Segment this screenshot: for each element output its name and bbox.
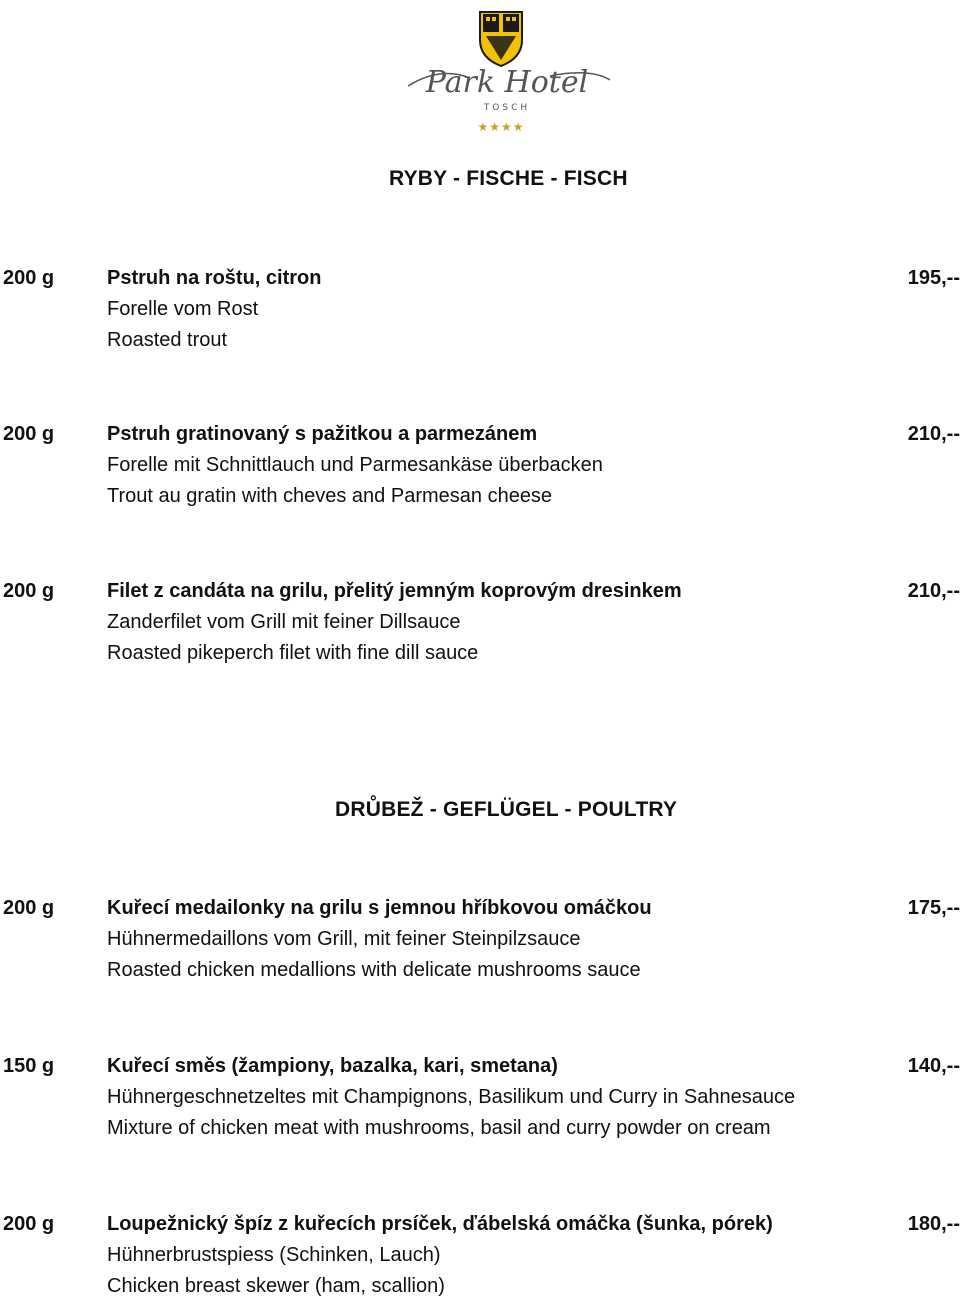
item-name-cz: Kuřecí medailonky na grilu s jemnou hříbkovou omáčkou xyxy=(107,897,652,919)
item-name-cz: Kuřecí směs (žampiony, bazalka, kari, smetana) xyxy=(107,1055,558,1077)
logo-brand-sub: TOSCH xyxy=(483,103,531,113)
menu-item xyxy=(0,1051,960,1151)
item-weight: 200 g xyxy=(3,1213,55,1235)
item-name-en: Roasted chicken medallions with delicate mushrooms sauce xyxy=(107,959,641,981)
menu-item xyxy=(0,263,960,363)
section-title-fish: RYBY - FISCHE - FISCH xyxy=(389,167,628,190)
item-names xyxy=(107,893,887,986)
item-weight: 200 g xyxy=(3,580,55,602)
item-name-de: Hühnergeschnetzeltes mit Champignons, Basilikum und Curry in Sahnesauce xyxy=(107,1086,796,1108)
item-name-en: Chicken breast skewer (ham, scallion) xyxy=(107,1275,445,1297)
item-price: 180,-- xyxy=(907,1213,960,1235)
park-hotel-logo-graphic xyxy=(400,6,615,138)
menu-item xyxy=(0,893,960,993)
item-name-cz: Pstruh na roštu, citron xyxy=(107,267,322,289)
item-name-en: Roasted trout xyxy=(107,329,228,351)
item-names xyxy=(107,576,887,669)
item-price: 175,-- xyxy=(907,897,960,919)
menu-item xyxy=(0,576,960,676)
item-names xyxy=(107,1209,887,1302)
item-price: 140,-- xyxy=(907,1055,960,1077)
item-weight: 150 g xyxy=(3,1055,55,1077)
item-weight: 200 g xyxy=(3,897,55,919)
item-name-cz: Pstruh gratinovaný s pažitkou a parmezánem xyxy=(107,423,538,445)
item-name-cz: Loupežnický špíz z kuřecích prsíček, ďábelská omáčka (šunka, pórek) xyxy=(107,1213,773,1235)
hotel-logo xyxy=(400,6,615,138)
item-name-de: Forelle mit Schnittlauch und Parmesankäse überbacken xyxy=(107,454,603,476)
logo-brand-script: Park Hotel xyxy=(425,65,589,100)
menu-item xyxy=(0,1209,960,1309)
item-price: 195,-- xyxy=(907,267,960,289)
logo-stars: ★★★★ xyxy=(477,120,525,134)
item-names xyxy=(107,263,887,356)
section-title-poultry: DRŮBEŽ - GEFLÜGEL - POULTRY xyxy=(335,798,678,821)
item-name-de: Hühnermedaillons vom Grill, mit feiner Steinpilzsauce xyxy=(107,928,581,950)
item-name-de: Hühnerbrustspiess (Schinken, Lauch) xyxy=(107,1244,441,1266)
item-weight: 200 g xyxy=(3,423,55,445)
item-names xyxy=(107,1051,887,1144)
item-weight: 200 g xyxy=(3,267,55,289)
menu-item xyxy=(0,419,960,519)
item-names xyxy=(107,419,887,512)
item-name-en: Trout au gratin with cheves and Parmesan cheese xyxy=(107,485,553,507)
item-name-de: Zanderfilet vom Grill mit feiner Dillsauce xyxy=(107,611,461,633)
item-price: 210,-- xyxy=(907,423,960,445)
item-name-en: Mixture of chicken meat with mushrooms, basil and curry powder on cream xyxy=(107,1117,771,1139)
item-name-de: Forelle vom Rost xyxy=(107,298,259,320)
item-name-cz: Filet z candáta na grilu, přelitý jemným koprovým dresinkem xyxy=(107,580,682,602)
item-name-en: Roasted pikeperch filet with fine dill sauce xyxy=(107,642,479,664)
item-price: 210,-- xyxy=(907,580,960,602)
crest-icon xyxy=(480,12,522,66)
